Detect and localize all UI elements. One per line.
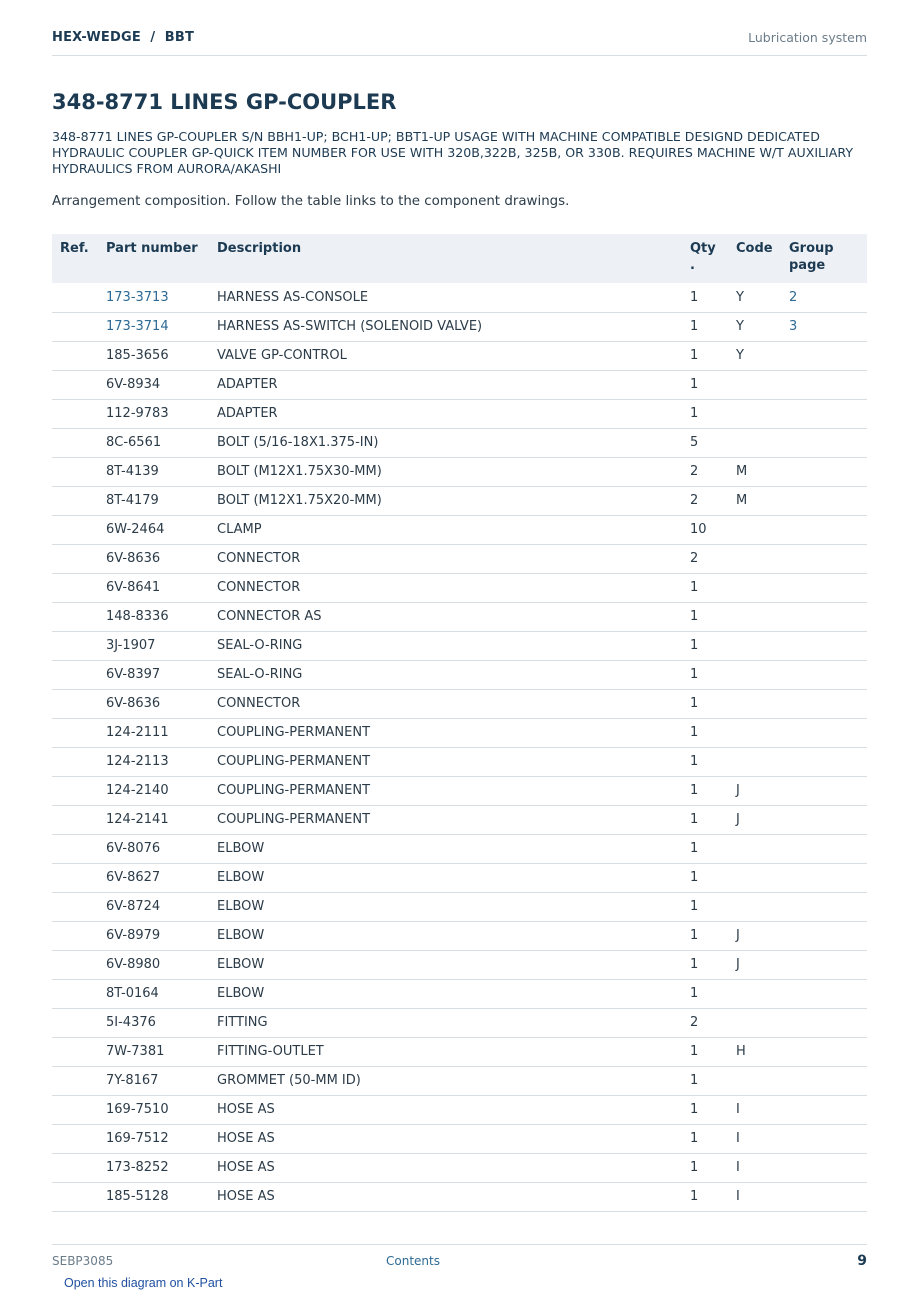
qty-cell: 1 bbox=[690, 805, 736, 834]
part-number-cell bbox=[106, 283, 217, 312]
code-cell: J bbox=[736, 950, 789, 979]
part-number-cell: 173-8252 bbox=[106, 1153, 217, 1182]
description-cell: ELBOW bbox=[217, 979, 690, 1008]
qty-cell: 5 bbox=[690, 428, 736, 457]
description-cell: CONNECTOR bbox=[217, 573, 690, 602]
ref-cell bbox=[52, 921, 106, 950]
description-cell: FITTING-OUTLET bbox=[217, 1037, 690, 1066]
table-row bbox=[52, 776, 867, 805]
code-cell: I bbox=[736, 1153, 789, 1182]
code-cell bbox=[736, 1066, 789, 1095]
code-cell: J bbox=[736, 805, 789, 834]
part-number-cell: 124-2113 bbox=[106, 747, 217, 776]
group-page-cell bbox=[789, 1095, 867, 1124]
contents-link[interactable]: Contents bbox=[386, 1254, 440, 1268]
code-cell bbox=[736, 689, 789, 718]
code-cell: M bbox=[736, 486, 789, 515]
group-page-cell bbox=[789, 573, 867, 602]
description-cell: BOLT (M12X1.75X20-MM) bbox=[217, 486, 690, 515]
group-page-cell bbox=[789, 950, 867, 979]
table-row bbox=[52, 544, 867, 573]
description-cell: HOSE AS bbox=[217, 1095, 690, 1124]
group-page-cell bbox=[789, 341, 867, 370]
qty-cell: 1 bbox=[690, 979, 736, 1008]
code-cell bbox=[736, 631, 789, 660]
ref-cell bbox=[52, 515, 106, 544]
table-row bbox=[52, 892, 867, 921]
group-page-cell bbox=[789, 1124, 867, 1153]
code-cell: J bbox=[736, 921, 789, 950]
part-number-cell: 169-7512 bbox=[106, 1124, 217, 1153]
description-cell: VALVE GP-CONTROL bbox=[217, 341, 690, 370]
code-cell bbox=[736, 660, 789, 689]
qty-cell: 1 bbox=[690, 1066, 736, 1095]
qty-cell: 2 bbox=[690, 1008, 736, 1037]
part-number-cell: 8T-0164 bbox=[106, 979, 217, 1008]
qty-cell: 1 bbox=[690, 689, 736, 718]
part-number-cell: 3J-1907 bbox=[106, 631, 217, 660]
col-group-page: Group page bbox=[789, 234, 867, 283]
col-description: Description bbox=[217, 234, 690, 283]
table-row bbox=[52, 1037, 867, 1066]
page-number: 9 bbox=[857, 1253, 867, 1269]
part-number-cell: 8C-6561 bbox=[106, 428, 217, 457]
group-page-cell bbox=[789, 747, 867, 776]
description-cell: COUPLING-PERMANENT bbox=[217, 718, 690, 747]
qty-cell: 2 bbox=[690, 457, 736, 486]
code-cell bbox=[736, 515, 789, 544]
table-row bbox=[52, 428, 867, 457]
description-cell: HARNESS AS-CONSOLE bbox=[217, 283, 690, 312]
description-cell: ADAPTER bbox=[217, 370, 690, 399]
page-header bbox=[52, 28, 867, 56]
group-page-link[interactable]: 2 bbox=[789, 289, 798, 305]
qty-cell: 1 bbox=[690, 312, 736, 341]
ref-cell bbox=[52, 805, 106, 834]
group-page-cell bbox=[789, 1153, 867, 1182]
group-page-cell bbox=[789, 921, 867, 950]
qty-cell: 1 bbox=[690, 921, 736, 950]
group-page-cell bbox=[789, 515, 867, 544]
intro-text: Arrangement composition. Follow the table links to the component drawings. bbox=[52, 194, 570, 209]
qty-cell: 1 bbox=[690, 1095, 736, 1124]
description-cell: ADAPTER bbox=[217, 399, 690, 428]
part-number-cell: 6V-8641 bbox=[106, 573, 217, 602]
table-row bbox=[52, 834, 867, 863]
code-cell bbox=[736, 834, 789, 863]
group-page-cell bbox=[789, 863, 867, 892]
description-cell: BOLT (5/16-18X1.375-IN) bbox=[217, 428, 690, 457]
part-number-cell: 124-2111 bbox=[106, 718, 217, 747]
table-row bbox=[52, 718, 867, 747]
section-name: Lubrication system bbox=[748, 30, 867, 45]
table-row bbox=[52, 341, 867, 370]
qty-cell: 1 bbox=[690, 573, 736, 602]
qty-cell: 1 bbox=[690, 718, 736, 747]
group-page-cell bbox=[789, 544, 867, 573]
table-row bbox=[52, 1095, 867, 1124]
code-cell: M bbox=[736, 457, 789, 486]
part-number-cell: 6V-8627 bbox=[106, 863, 217, 892]
qty-cell: 1 bbox=[690, 950, 736, 979]
group-page-cell bbox=[789, 1008, 867, 1037]
part-number-cell: 6V-8979 bbox=[106, 921, 217, 950]
description-cell: COUPLING-PERMANENT bbox=[217, 747, 690, 776]
code-cell bbox=[736, 544, 789, 573]
table-row bbox=[52, 805, 867, 834]
part-number-cell: 7Y-8167 bbox=[106, 1066, 217, 1095]
group-page-cell bbox=[789, 660, 867, 689]
code-cell: I bbox=[736, 1182, 789, 1211]
table-row bbox=[52, 979, 867, 1008]
part-number-cell: 6V-8636 bbox=[106, 544, 217, 573]
ref-cell bbox=[52, 1066, 106, 1095]
code-cell bbox=[736, 428, 789, 457]
table-header-row bbox=[52, 234, 867, 283]
qty-cell: 1 bbox=[690, 399, 736, 428]
ref-cell bbox=[52, 283, 106, 312]
group-page-cell bbox=[789, 631, 867, 660]
qty-cell: 10 bbox=[690, 515, 736, 544]
table-row bbox=[52, 1066, 867, 1095]
group-page-cell bbox=[789, 1037, 867, 1066]
table-row bbox=[52, 950, 867, 979]
table-row bbox=[52, 747, 867, 776]
ref-cell bbox=[52, 747, 106, 776]
ref-cell bbox=[52, 718, 106, 747]
group-page-cell bbox=[789, 312, 867, 341]
part-number-cell: 6V-8934 bbox=[106, 370, 217, 399]
description-cell: ELBOW bbox=[217, 921, 690, 950]
code-cell: Y bbox=[736, 283, 789, 312]
ref-cell bbox=[52, 950, 106, 979]
group-page-cell bbox=[789, 370, 867, 399]
part-number-cell: 6V-8724 bbox=[106, 892, 217, 921]
description-cell: CONNECTOR AS bbox=[217, 602, 690, 631]
part-number-cell: 6V-8636 bbox=[106, 689, 217, 718]
part-number-link[interactable]: 173-3713 bbox=[106, 289, 169, 305]
ref-cell bbox=[52, 1008, 106, 1037]
ref-cell bbox=[52, 486, 106, 515]
description-cell: HOSE AS bbox=[217, 1182, 690, 1211]
table-row bbox=[52, 921, 867, 950]
qty-cell: 1 bbox=[690, 660, 736, 689]
code-cell bbox=[736, 979, 789, 1008]
breadcrumb: HEX-WEDGE / BBT bbox=[52, 30, 195, 45]
part-number-link[interactable]: 173-3714 bbox=[106, 319, 169, 334]
qty-cell: 2 bbox=[690, 486, 736, 515]
description-cell: ELBOW bbox=[217, 892, 690, 921]
ref-cell bbox=[52, 341, 106, 370]
qty-cell: 1 bbox=[690, 747, 736, 776]
table-row bbox=[52, 863, 867, 892]
code-cell: I bbox=[736, 1124, 789, 1153]
qty-cell: 1 bbox=[690, 341, 736, 370]
group-page-cell bbox=[789, 283, 867, 312]
description-cell: CONNECTOR bbox=[217, 544, 690, 573]
part-number-cell: 7W-7381 bbox=[106, 1037, 217, 1066]
part-number-cell: 124-2141 bbox=[106, 805, 217, 834]
part-number-cell: 148-8336 bbox=[106, 602, 217, 631]
description-cell: SEAL-O-RING bbox=[217, 631, 690, 660]
qty-cell: 1 bbox=[690, 631, 736, 660]
qty-cell: 1 bbox=[690, 892, 736, 921]
table-row bbox=[52, 1124, 867, 1153]
group-page-cell bbox=[789, 1182, 867, 1211]
group-page-cell bbox=[789, 805, 867, 834]
qty-cell: 1 bbox=[690, 370, 736, 399]
part-number-cell: 185-3656 bbox=[106, 341, 217, 370]
qty-cell: 1 bbox=[690, 1037, 736, 1066]
group-page-cell bbox=[789, 486, 867, 515]
parts-table bbox=[52, 234, 867, 1212]
part-number-cell: 124-2140 bbox=[106, 776, 217, 805]
table-row bbox=[52, 399, 867, 428]
description-cell: GROMMET (50-MM ID) bbox=[217, 1066, 690, 1095]
ref-cell bbox=[52, 631, 106, 660]
ref-cell bbox=[52, 892, 106, 921]
ref-cell bbox=[52, 863, 106, 892]
code-cell bbox=[736, 1008, 789, 1037]
ref-cell bbox=[52, 370, 106, 399]
table-row bbox=[52, 631, 867, 660]
part-number-cell: 185-5128 bbox=[106, 1182, 217, 1211]
document-id: SEBP3085 bbox=[52, 1254, 114, 1268]
qty-cell: 1 bbox=[690, 776, 736, 805]
group-page-link[interactable]: 3 bbox=[789, 319, 798, 334]
ref-cell bbox=[52, 399, 106, 428]
code-cell: Y bbox=[736, 312, 789, 341]
ref-cell bbox=[52, 1095, 106, 1124]
group-page-cell bbox=[789, 428, 867, 457]
page-title: 348-8771 LINES GP-COUPLER bbox=[52, 90, 397, 114]
description-cell: FITTING bbox=[217, 1008, 690, 1037]
description-cell: CONNECTOR bbox=[217, 689, 690, 718]
part-number-cell: 169-7510 bbox=[106, 1095, 217, 1124]
ref-cell bbox=[52, 834, 106, 863]
part-number-cell: 6V-8397 bbox=[106, 660, 217, 689]
part-number-cell: 8T-4139 bbox=[106, 457, 217, 486]
table-row bbox=[52, 457, 867, 486]
description-cell: COUPLING-PERMANENT bbox=[217, 805, 690, 834]
ref-cell bbox=[52, 544, 106, 573]
ref-cell bbox=[52, 573, 106, 602]
code-cell bbox=[736, 399, 789, 428]
qty-cell: 1 bbox=[690, 863, 736, 892]
qty-cell: 1 bbox=[690, 283, 736, 312]
table-row bbox=[52, 312, 867, 341]
group-page-cell bbox=[789, 602, 867, 631]
description-cell: HOSE AS bbox=[217, 1153, 690, 1182]
ref-cell bbox=[52, 1153, 106, 1182]
ref-cell bbox=[52, 1124, 106, 1153]
part-number-cell: 8T-4179 bbox=[106, 486, 217, 515]
table-row bbox=[52, 283, 867, 312]
description-cell: ELBOW bbox=[217, 834, 690, 863]
part-number-cell bbox=[106, 312, 217, 341]
group-page-cell bbox=[789, 979, 867, 1008]
ref-cell bbox=[52, 602, 106, 631]
description-cell: BOLT (M12X1.75X30-MM) bbox=[217, 457, 690, 486]
col-part-number: Part number bbox=[106, 234, 217, 283]
kpart-diagram-link[interactable]: Open this diagram on K-Part bbox=[64, 1276, 223, 1290]
parts-table-body bbox=[52, 283, 867, 1211]
qty-cell: 1 bbox=[690, 1124, 736, 1153]
table-row bbox=[52, 486, 867, 515]
group-page-cell bbox=[789, 776, 867, 805]
col-code: Code bbox=[736, 234, 789, 283]
group-page-cell bbox=[789, 399, 867, 428]
description-cell: CLAMP bbox=[217, 515, 690, 544]
qty-cell: 1 bbox=[690, 1153, 736, 1182]
ref-cell bbox=[52, 689, 106, 718]
part-number-cell: 5I-4376 bbox=[106, 1008, 217, 1037]
code-cell bbox=[736, 602, 789, 631]
part-number-cell: 6V-8076 bbox=[106, 834, 217, 863]
table-row bbox=[52, 1153, 867, 1182]
code-cell bbox=[736, 892, 789, 921]
table-row bbox=[52, 573, 867, 602]
group-page-cell bbox=[789, 689, 867, 718]
ref-cell bbox=[52, 457, 106, 486]
ref-cell bbox=[52, 1182, 106, 1211]
code-cell bbox=[736, 573, 789, 602]
ref-cell bbox=[52, 428, 106, 457]
code-cell: I bbox=[736, 1095, 789, 1124]
part-number-cell: 6W-2464 bbox=[106, 515, 217, 544]
table-row bbox=[52, 660, 867, 689]
group-page-cell bbox=[789, 834, 867, 863]
table-row bbox=[52, 602, 867, 631]
col-qty: Qty . bbox=[690, 234, 736, 283]
part-number-cell: 6V-8980 bbox=[106, 950, 217, 979]
code-cell: Y bbox=[736, 341, 789, 370]
table-row bbox=[52, 1182, 867, 1211]
description-cell: SEAL-O-RING bbox=[217, 660, 690, 689]
qty-cell: 2 bbox=[690, 544, 736, 573]
ref-cell bbox=[52, 979, 106, 1008]
qty-cell: 1 bbox=[690, 1182, 736, 1211]
description-cell: ELBOW bbox=[217, 863, 690, 892]
table-row bbox=[52, 515, 867, 544]
group-page-cell bbox=[789, 892, 867, 921]
table-row bbox=[52, 370, 867, 399]
description-cell: HARNESS AS-SWITCH (SOLENOID VALVE) bbox=[217, 312, 690, 341]
description-cell: COUPLING-PERMANENT bbox=[217, 776, 690, 805]
code-cell: H bbox=[736, 1037, 789, 1066]
qty-cell: 1 bbox=[690, 834, 736, 863]
ref-cell bbox=[52, 312, 106, 341]
part-number-cell: 112-9783 bbox=[106, 399, 217, 428]
code-cell bbox=[736, 863, 789, 892]
group-description: 348-8771 LINES GP-COUPLER S/N BBH1-UP; BCH1-UP; BBT1-UP USAGE WITH MACHINE COMPATIBLE DESIGND DEDICATED HYDRAULIC COUPLER GP-QUICK ITEM NUMBER FOR USE WITH 320B,322B, 325B, OR 330B. REQUIRES MACHINE W/T AUXILIARY HYDRAULICS FROM AURORA/AKASHI bbox=[52, 129, 854, 176]
group-page-cell bbox=[789, 1066, 867, 1095]
page-footer bbox=[52, 1244, 867, 1272]
code-cell bbox=[736, 747, 789, 776]
group-page-cell bbox=[789, 718, 867, 747]
table-row bbox=[52, 1008, 867, 1037]
qty-cell: 1 bbox=[690, 602, 736, 631]
group-page-cell bbox=[789, 457, 867, 486]
table-row bbox=[52, 689, 867, 718]
ref-cell bbox=[52, 1037, 106, 1066]
code-cell bbox=[736, 370, 789, 399]
description-cell: ELBOW bbox=[217, 950, 690, 979]
code-cell bbox=[736, 718, 789, 747]
ref-cell bbox=[52, 660, 106, 689]
col-ref: Ref. bbox=[52, 234, 106, 283]
description-cell: HOSE AS bbox=[217, 1124, 690, 1153]
code-cell: J bbox=[736, 776, 789, 805]
ref-cell bbox=[52, 776, 106, 805]
